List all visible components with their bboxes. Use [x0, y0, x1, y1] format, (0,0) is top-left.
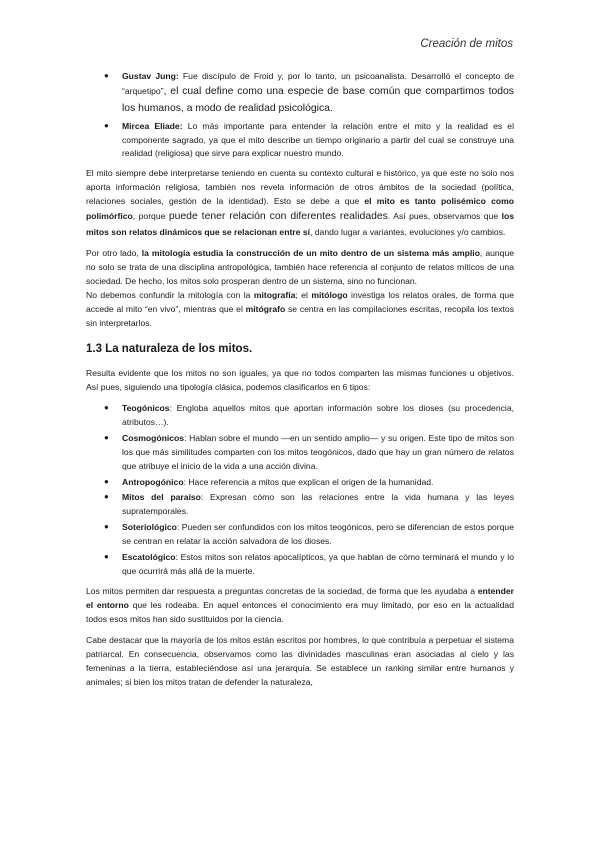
list-item-eliade	[104, 120, 514, 162]
list-item-lead: Escatológico	[122, 552, 176, 563]
list-item-type	[104, 432, 514, 474]
text-run: El mito siempre debe interpretarse teniendo en cuenta su contexto cultural e histórico, ya que este no solo nos aporta información religiosa, también nos revela información de otros ámbitos de la sociedad (política, relaciones sociales, gestión de la identidad). Esto se debe a que	[86, 168, 514, 207]
list-item-type	[104, 521, 514, 549]
text-run: ; el	[295, 289, 312, 300]
paragraph-mythology	[86, 247, 514, 289]
paragraph-function	[86, 585, 514, 627]
list-item-text-large: , el cual define como una especie de base común que compartimos todos los humanos, a modo de realidad psicológica.	[122, 85, 514, 114]
bullet-icon: ●	[104, 476, 109, 486]
list-item-text: Fue discípulo de Froid y, por lo tanto, un psicoanalista. Desarrolló el concepto de “arquetipo”	[122, 71, 514, 96]
page-body	[86, 70, 514, 696]
list-item-lead: Antropogónico	[122, 476, 184, 487]
list-item-text: : Expresan cómo son las relaciones entre la vida humana y las leyes supratemporales.	[122, 492, 514, 517]
list-item-text: : Hablan sobre el mundo —en un sentido amplio— y su origen. Este tipo de mitos son los que más similitudes comparten con los mitos teogónicos, dado que hay un gran número de relatos que atribuye el inicio de la vida a una acción divina.	[122, 432, 514, 471]
list-item-text: : Hace referencia a mitos que explican el origen de la humanidad.	[183, 476, 434, 487]
running-header: Creación de mitos	[420, 38, 513, 50]
list-item-lead: Mitos del paraíso	[122, 492, 201, 503]
paragraph-context	[86, 167, 514, 240]
paragraph-patriarchy: Cabe destacar que la mayoría de los mitos están escritos por hombres, lo que contribuía a perpetuar el sistema patriarcal. En consecuencia, observamos como las divinidades masculinas eran asociadas al cielo y las femeninas a la tierra, estableciéndose así una jerarquía. Se establece un ranking similar entre humanos y animales; si bien los mitos tratan de defender la naturaleza,	[86, 634, 514, 687]
list-item-lead: Gustav Jung:	[122, 71, 179, 81]
list-item-lead: Soteriológico	[122, 522, 177, 533]
list-item-lead: Cosmogónicos	[122, 432, 185, 443]
list-item-text: : Engloba aquellos mitos que aportan información sobre los dioses (su procedencia, atributos…).	[122, 402, 514, 427]
list-item-text: : Estos mitos son relatos apocalípticos, ya que hablan de cómo terminará el mundo y lo que ocurrirá más allá de la muerte.	[122, 552, 514, 577]
text-run: investiga los relatos orales, de forma que accede al mito “en vivo”, mientras que el	[86, 289, 514, 314]
list-item-text: : Pueden ser confundidos con los mitos teogónicos, pero se diferencian de estos porque se centran en relatar la acción salvadora de los dioses.	[122, 522, 514, 547]
list-item-type	[104, 476, 514, 490]
bullet-icon: ●	[104, 402, 109, 412]
text-run: . Así pues, observamos que	[387, 211, 502, 222]
bullet-icon: ●	[104, 120, 109, 130]
bullet-icon: ●	[104, 522, 109, 532]
text-run: Por otro lado,	[86, 247, 142, 258]
text-run: No debemos confundir la mitología con la	[86, 289, 254, 300]
list-item-type	[104, 491, 514, 519]
list-item-type	[104, 402, 514, 430]
bullet-icon: ●	[104, 492, 109, 502]
section-heading: 1.3 La naturaleza de los mitos.	[86, 343, 253, 356]
bold-run: la mitología estudia la construcción de un mito dentro de un sistema más amplio	[141, 247, 480, 258]
paragraph-mythography	[86, 289, 514, 331]
text-run: , dando lugar a variantes, evoluciones y/o cambios.	[310, 226, 506, 237]
bold-run: los mitos son relatos dinámicos que se relacionan entre sí	[86, 211, 515, 237]
bullet-icon: ●	[104, 552, 109, 562]
myth-types-list	[86, 402, 514, 579]
paragraph-types-intro: Resulta evidente que los mitos no son iguales, ya que no todos comparten las mismas funciones u objetivos. Así pues, siguiendo una tipología clásica, podemos clasificarlos en 6 tipos:	[86, 368, 514, 392]
bold-run: entender el entorno	[86, 585, 514, 610]
bold-run: el mito es tanto polisémico como polimórfico	[86, 196, 514, 222]
bold-run: mitógrafo	[245, 303, 286, 314]
list-item-lead: Teogónicos	[122, 402, 170, 413]
text-run: , aunque no solo se trata de una disciplina antropológica, también hace referencia al conjunto de relatos míticos de una sociedad. De hecho, los mitos solo prosperan dentro de un sistema, sino no funcionan.	[86, 247, 514, 286]
authors-list	[86, 70, 514, 161]
text-run-large: puede tener relación con diferentes realidades	[168, 211, 388, 223]
list-item-type	[104, 551, 514, 579]
text-run: se centra en las compilaciones escritas, recopila los textos sin interpretarlos.	[86, 303, 514, 328]
bullet-icon: ●	[104, 71, 109, 80]
text-run: Los mitos permiten dar respuesta a preguntas concretas de la sociedad, de forma que les ayudaba a	[86, 585, 478, 596]
bold-run: mitografía	[253, 289, 296, 300]
list-item-lead: Mircea Eliade:	[122, 120, 183, 131]
bullet-icon: ●	[104, 432, 109, 442]
list-item-text: Lo más importante para entender la relación entre el mito y la realidad es el componente sagrado, ya que el mito describe un tiempo originario a partir del cual se construye una realidad (religiosa) que sirve para explicar nuestro mundo.	[122, 120, 514, 159]
text-run: que les rodeaba. En aquel entonces el conocimiento era muy limitado, por eso en la actualidad todos esos mitos han sido sustituidos por la ciencia.	[86, 599, 514, 624]
text-run: , porque	[132, 211, 169, 222]
bold-run: mitólogo	[311, 289, 348, 300]
list-item-jung	[104, 70, 514, 118]
